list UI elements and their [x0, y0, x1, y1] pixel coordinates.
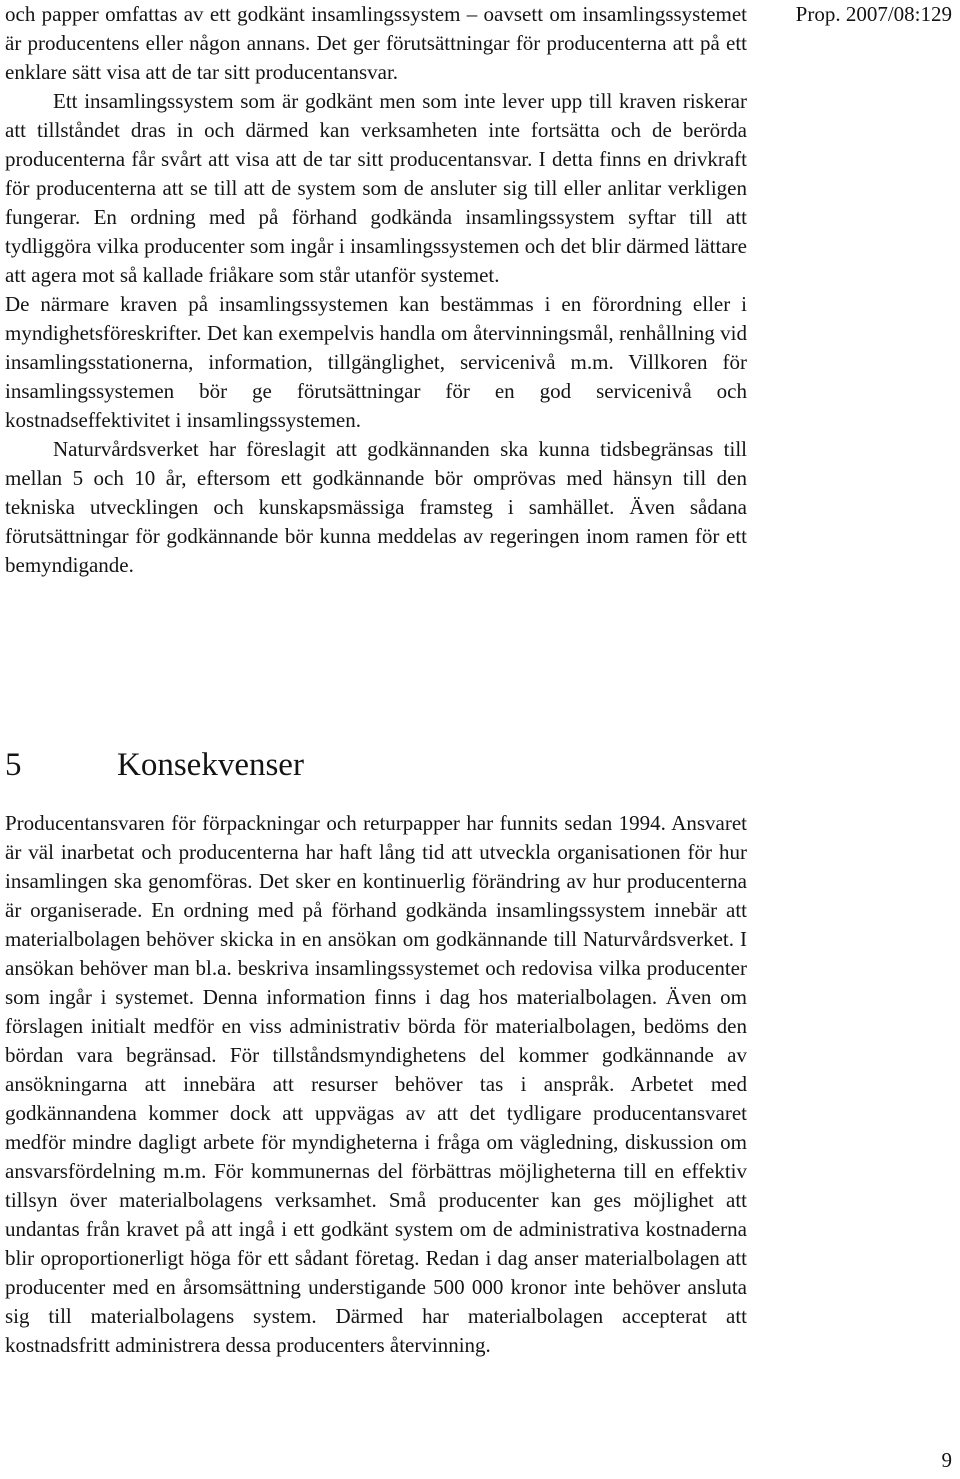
paragraph: Ett insamlingssystem som är godkänt men som inte lever upp till kraven riskerar att tillståndet dras in och därmed kan verksamheten inte fortsätta och de berörda producenterna får svårt att visa att de tar sitt producentansvar. I detta finns en drivkraft för producenterna att se till att de system som de ansluter sig till eller anlitar verkligen fungerar. En ordning med på förhand godkända insamlingssystem syftar till att tydliggöra vilka producenter som ingår i insamlingssystemen och det blir därmed lättare att agera mot så kallade friåkare som står utanför systemet. [5, 89, 747, 287]
paragraph: Producentansvaren för förpackningar och returpapper har funnits sedan 1994. Ansvaret är väl inarbetat och producenterna har haft lång tid att utveckla organisationen för hur insamlingen ska genomföras. Det sker en kontinuerlig förändring av hur producenterna är organiserade. En ordning med på förhand godkända insamlingssystem innebär att materialbolagen behöver skicka in en ansökan om godkännande till Naturvårdsverket. I ansökan behöver man bl.a. beskriva insamlingssystemet och redovisa vilka producenter som ingår i systemet. Denna information finns i dag hos materialbolagen. Även om förslagen initialt medför en viss administrativ börda för materialbolagen, bedöms den bördan vara begränsad. För tillståndsmyndighetens del kommer godkännande av ansökningarna att innebära att resurser behöver tas i anspråk. Arbetet med godkännandena kommer dock att uppvägas av att det tydligare producentansvaret medför mindre dagligt arbete för myndigheterna i fråga om vägledning, diskussion om ansvarsfördelning m.m. För kommunernas del förbättras möjligheterna till en effektiv tillsyn över materialbolagens verksamhet. Små producenter kan ges möjlighet att undantas från kravet på att ingå i ett godkänt system om de administrativa kostnaderna blir oproportionerligt höga för ett sådant företag. Redan i dag anser materialbolagen att producenter med en årsomsättning understigande 500 000 kronor inte behöver ansluta sig till materialbolagens system. Därmed har materialbolagen accepterat att kostnadsfritt administrera dessa producenters återvinning. [5, 811, 747, 1357]
running-head: Prop. 2007/08:129 [795, 2, 952, 26]
paragraph-continuation: och papper omfattas av ett godkänt insamlingssystem – oavsett om insamlingssystemet är producentens eller någon annans. Det ger förutsättningar för producenterna att på ett enklare sätt visa att de tar sitt producentansvar. [5, 2, 747, 84]
page-number: 9 [941, 1448, 952, 1472]
paragraph: De närmare kraven på insamlingssystemen kan bestämmas i en förordning eller i myndighetsföreskrifter. Det kan exempelvis handla om återvinningsmål, renhållning vid insamlingsstationerna, information, tillgänglighet, servicenivå m.m. Villkoren för insamlingssystemen bör ge förutsättningar för en god servicenivå och kostnadseffektivitet i insamlingssystemen. [5, 292, 747, 432]
section-title: Konsekvenser [117, 747, 304, 783]
section-number: 5 [5, 747, 22, 783]
paragraph: Naturvårdsverket har föreslagit att godkännanden ska kunna tidsbegränsas till mellan 5 och 10 år, eftersom ett godkännande bör omprövas med hänsyn till den tekniska utvecklingen och kunskapsmässiga framsteg i samhället. Även sådana förutsättningar för godkännande bör kunna meddelas av regeringen inom ramen för ett bemyndigande. [5, 437, 747, 577]
section-heading [5, 743, 747, 787]
body-text-top [5, 0, 747, 580]
body-text-bottom [5, 809, 747, 1360]
